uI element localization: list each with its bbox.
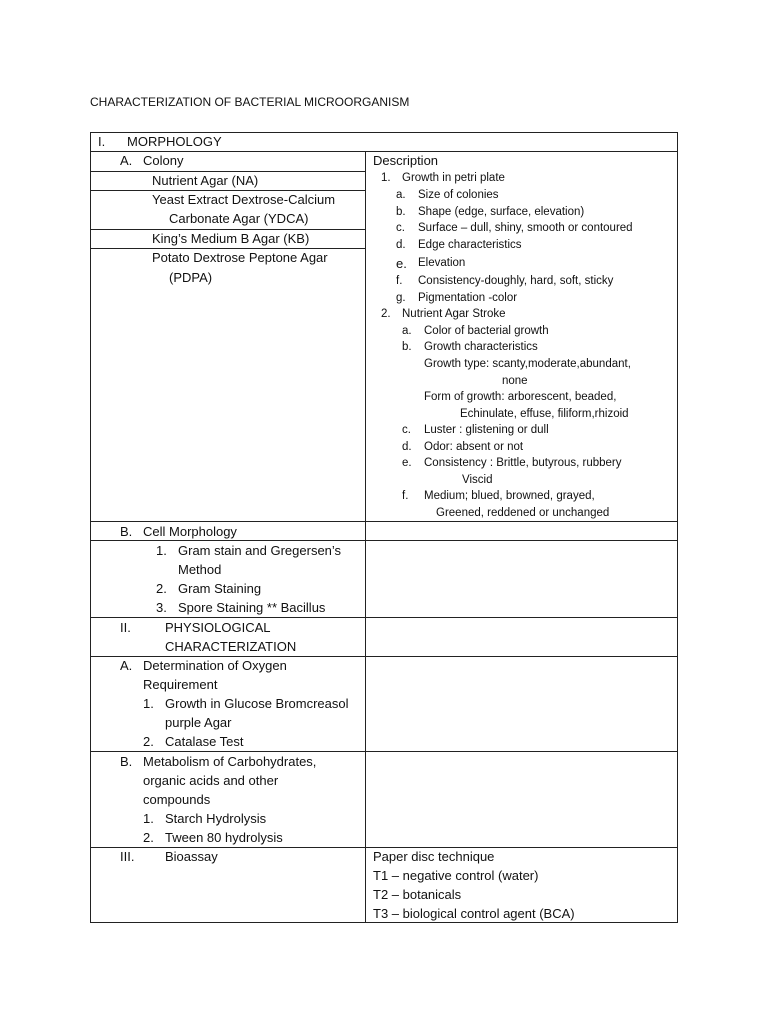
list-item: Surface – dull, shiny, smooth or contoured (418, 222, 633, 234)
list-item: Growth in Glucose Bromcreasol (165, 696, 349, 711)
list-item-continued: Method (178, 562, 222, 577)
list-item-continued: Greened, reddened or unchanged (436, 507, 610, 519)
section-heading-bioassay: Bioassay (165, 849, 218, 864)
list-item: Consistency-doughly, hard, soft, sticky (418, 275, 614, 287)
subsection-letter: A. (120, 658, 133, 673)
medium-pdpa-line2: (PDPA) (169, 270, 213, 285)
subsection-cell-morphology: Cell Morphology (143, 524, 237, 539)
subsection-metabolism-line2: organic acids and other (143, 773, 279, 788)
subsection-letter: B. (120, 754, 133, 769)
list-marker: e. (396, 256, 407, 271)
list-item: Starch Hydrolysis (165, 811, 267, 826)
list-item-continued: Viscid (462, 474, 493, 486)
list-marker: d. (402, 441, 412, 453)
medium-ydca-line1: Yeast Extract Dextrose-Calcium (152, 192, 336, 207)
subsection-colony: Colony (143, 153, 184, 168)
list-item: Odor: absent or not (424, 441, 524, 453)
list-marker: a. (402, 325, 412, 337)
subsection-letter: B. (120, 524, 133, 539)
list-marker: 2. (381, 308, 391, 320)
list-item: Gram stain and Gregersen’s (178, 543, 342, 558)
list-marker: g. (396, 292, 406, 304)
page-title: CHARACTERIZATION OF BACTERIAL MICROORGANISM (90, 95, 410, 109)
medium-pdpa-line1: Potato Dextrose Peptone Agar (152, 250, 328, 265)
list-marker: 2. (156, 581, 167, 596)
list-item: Consistency : Brittle, butyrous, rubbery (424, 457, 622, 469)
list-item: Catalase Test (165, 734, 244, 749)
list-item: Growth characteristics (424, 341, 538, 353)
bioassay-technique: Paper disc technique (373, 849, 495, 864)
section-number: III. (120, 849, 135, 864)
section-heading-physiological: PHYSIOLOGICAL (165, 620, 271, 635)
list-marker: 2. (143, 734, 154, 749)
list-marker: b. (396, 206, 406, 218)
description-header: Description (373, 153, 439, 168)
subsection-metabolism-line3: compounds (143, 792, 211, 807)
section-heading-physiological-line2: CHARACTERIZATION (165, 639, 297, 654)
list-item: Shape (edge, surface, elevation) (418, 206, 585, 218)
form-of-growth-line1: Form of growth: arborescent, beaded, (424, 391, 617, 403)
list-marker: a. (396, 189, 406, 201)
list-marker: 2. (143, 830, 154, 845)
treatment-t3: T3 – biological control agent (BCA) (373, 906, 575, 921)
list-item: Tween 80 hydrolysis (165, 830, 283, 845)
list-marker: 1. (381, 172, 391, 184)
list-item: Spore Staining ** Bacillus (178, 600, 326, 615)
medium-ydca-line2: Carbonate Agar (YDCA) (169, 211, 309, 226)
growth-in-petri-plate: Growth in petri plate (402, 172, 505, 184)
list-item: Color of bacterial growth (424, 325, 549, 337)
list-marker: c. (402, 424, 411, 436)
list-marker: e. (402, 457, 412, 469)
list-marker: b. (402, 341, 412, 353)
list-marker: f. (396, 275, 403, 287)
section-heading-morphology: MORPHOLOGY (127, 134, 222, 149)
nutrient-agar-stroke: Nutrient Agar Stroke (402, 308, 506, 320)
section-number: I. (98, 134, 106, 149)
list-item: Pigmentation -color (418, 292, 518, 304)
medium-kb: King’s Medium B Agar (KB) (152, 231, 310, 246)
list-marker: d. (396, 239, 406, 251)
treatment-t1: T1 – negative control (water) (373, 868, 539, 883)
list-item: Edge characteristics (418, 239, 522, 251)
growth-type-line1: Growth type: scanty,moderate,abundant, (424, 358, 631, 370)
list-marker: f. (402, 490, 409, 502)
subsection-oxygen-line2: Requirement (143, 677, 218, 692)
list-marker: 1. (156, 543, 167, 558)
list-marker: 1. (143, 811, 154, 826)
subsection-metabolism: Metabolism of Carbohydrates, (143, 754, 317, 769)
list-marker: 3. (156, 600, 167, 615)
list-item-continued: purple Agar (165, 715, 232, 730)
list-item: Luster : glistening or dull (424, 424, 549, 436)
subsection-oxygen: Determination of Oxygen (143, 658, 287, 673)
form-of-growth-line2: Echinulate, effuse, filiform,rhizoid (460, 408, 629, 420)
list-item: Size of colonies (418, 189, 499, 201)
medium-na: Nutrient Agar (NA) (152, 173, 259, 188)
list-item: Elevation (418, 257, 466, 269)
subsection-letter: A. (120, 153, 133, 168)
growth-type-line2: none (502, 375, 528, 387)
list-item: Gram Staining (178, 581, 262, 596)
list-marker: c. (396, 222, 405, 234)
list-item: Medium; blued, browned, grayed, (424, 490, 595, 502)
treatment-t2: T2 – botanicals (373, 887, 462, 902)
list-marker: 1. (143, 696, 154, 711)
section-number: II. (120, 620, 131, 635)
